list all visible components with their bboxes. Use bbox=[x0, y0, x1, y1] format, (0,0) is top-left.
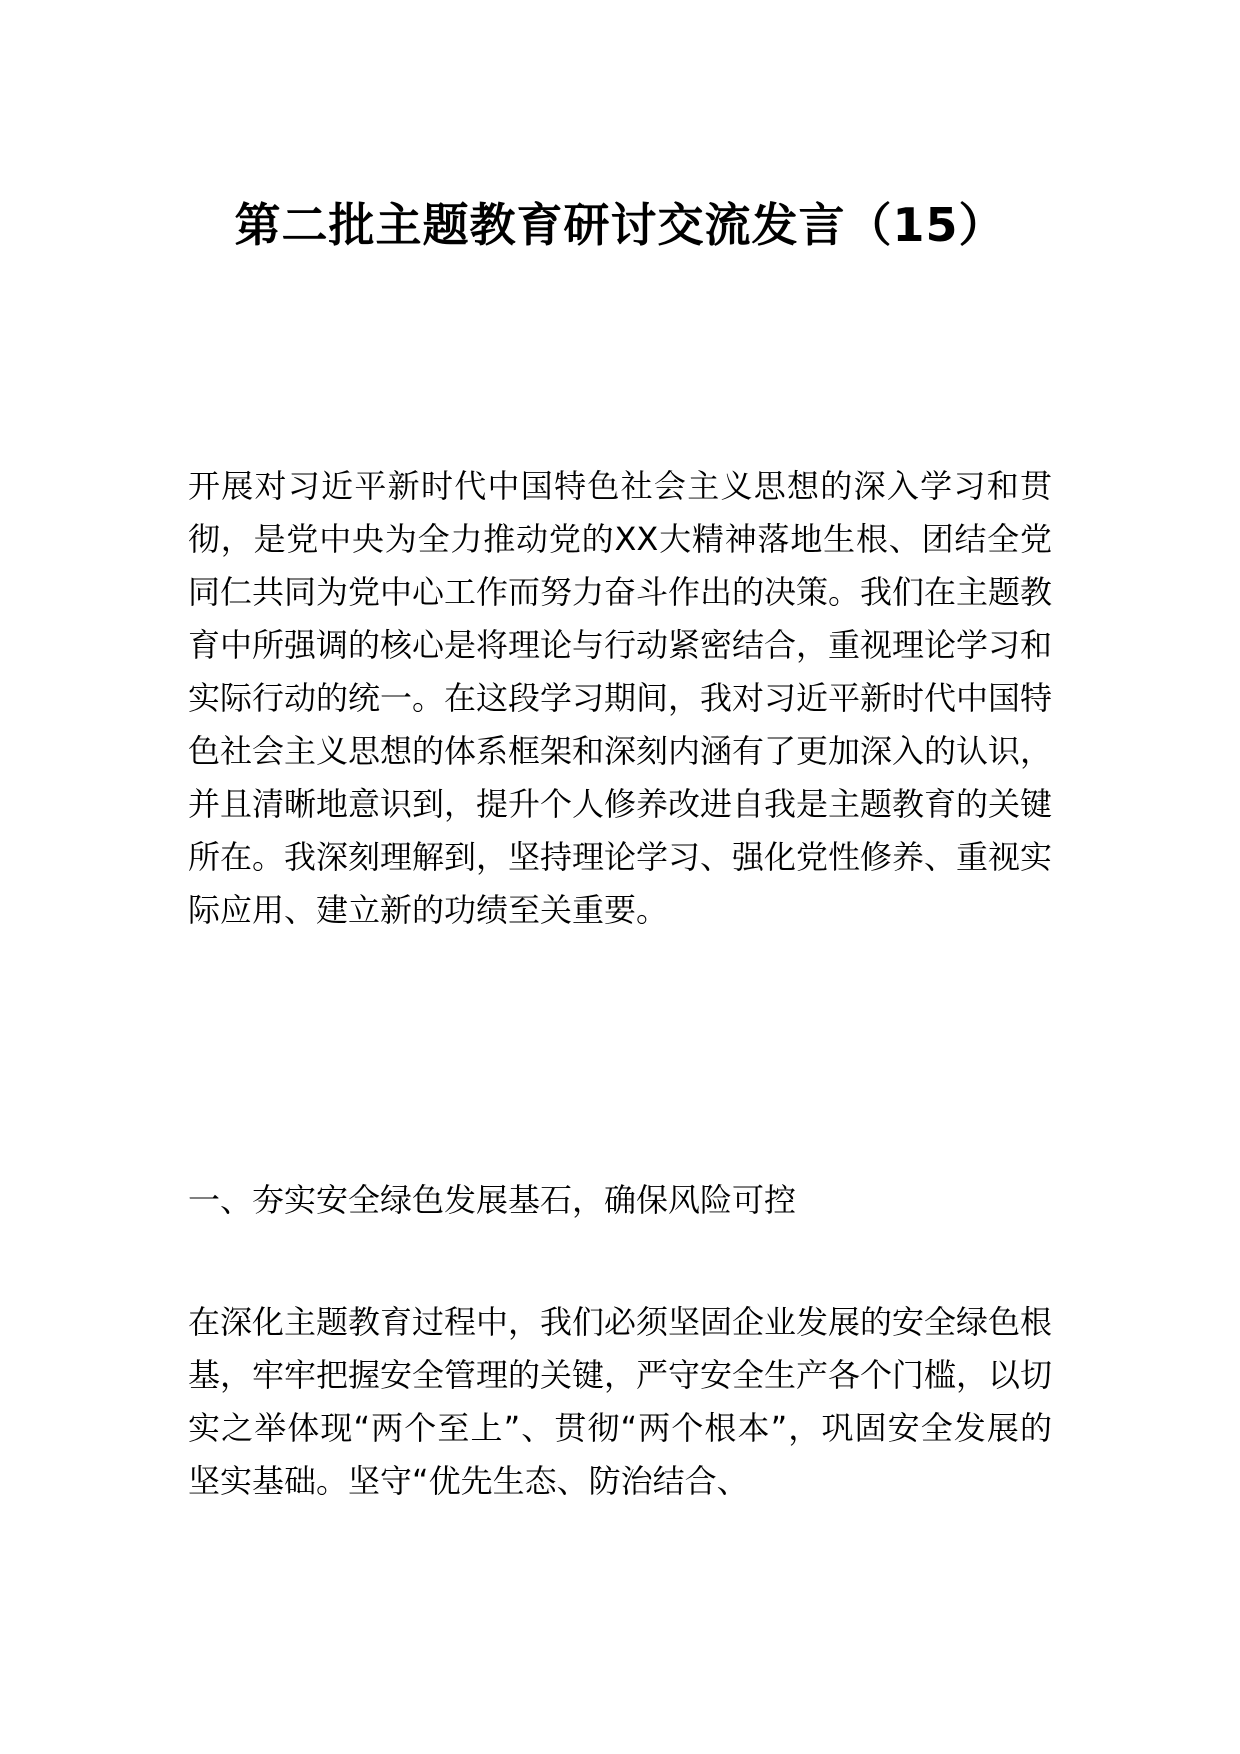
body-paragraph-section-1: 在深化主题教育过程中，我们必须坚固企业发展的安全绿色根基，牢牢把握安全管理的关键，严守安全生产各个门槛，以切实之举体现“两个至上”、贯彻“两个根本”，巩固安全发展的坚实基础。坚守“优先生态、防治结合、 bbox=[188, 1303, 1053, 1500]
body-paragraph-intro: 开展对习近平新时代中国特色社会主义思想的深入学习和贯彻，是党中央为全力推动党的XX大精神落地生根、团结全党同仁共同为党中心工作而努力奋斗作出的决策。我们在主题教育中所强调的核心是将理论与行动紧密结合，重视理论学习和实际行动的统一。在这段学习期间，我对习近平新时代中国特色社会主义思想的体系框架和深刻内涵有了更加深入的认识，并且清晰地意识到，提升个人修养改进自我是主题教育的关键所在。我深刻理解到，坚持理论学习、强化党性修养、重视实际应用、建立新的功绩至关重要。 bbox=[188, 467, 1053, 929]
section-heading-1: 一、夯实安全绿色发展基石，确保风险可控 bbox=[188, 1181, 797, 1219]
document-title: 第二批主题教育研讨交流发言（15） bbox=[234, 198, 1006, 252]
